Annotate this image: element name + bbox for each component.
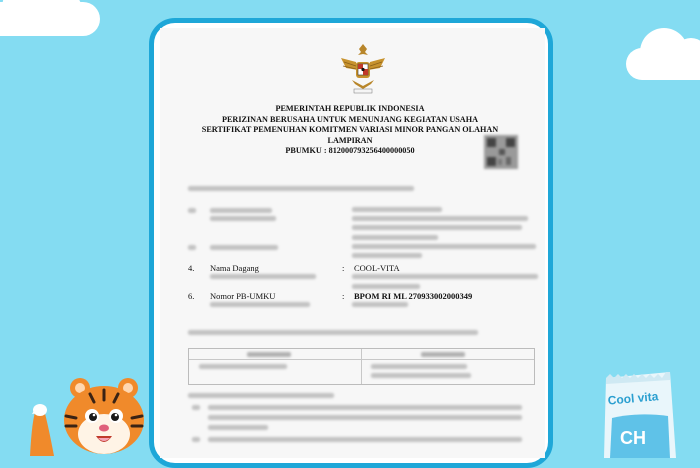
tiger-mascot-icon [28, 376, 152, 456]
field-4-value: COOL-VITA [354, 263, 400, 273]
svg-text:CH: CH [620, 428, 646, 448]
header-line-4: LAMPIRAN [327, 135, 373, 145]
blurred-text-line [208, 425, 268, 430]
blurred-text-line [188, 245, 196, 250]
blurred-text-line [188, 186, 414, 191]
blurred-text-line [352, 235, 438, 240]
blurred-text-line [352, 225, 522, 230]
blurred-text-line [210, 216, 276, 221]
field-6-label: Nomor PB-UMKU [210, 291, 276, 301]
cool-vita-product-icon [598, 368, 678, 458]
blurred-text-line [210, 208, 272, 213]
field-4-label: Nama Dagang [210, 263, 259, 273]
blurred-text-line [208, 405, 522, 410]
blurred-text-line [352, 244, 536, 249]
blurred-text-line [188, 393, 334, 398]
blurred-text-line [352, 284, 420, 289]
header-line-5: PBUMKU : 812000793256400000050 [285, 146, 415, 155]
blurred-text-line [210, 274, 316, 279]
field-4-separator: : [342, 263, 345, 273]
certificate-header [180, 104, 520, 157]
blurred-text-line [192, 405, 200, 410]
qr-code-icon [484, 135, 518, 169]
blurred-text-line [352, 302, 408, 307]
blurred-text-line [210, 245, 278, 250]
field-6-value: BPOM RI ML 270933002000349 [354, 291, 473, 301]
field-4-number: 4. [188, 263, 195, 273]
cloud-right-icon [626, 48, 700, 80]
field-6-separator: : [342, 291, 345, 301]
garuda-emblem-icon [338, 40, 388, 96]
blurred-text-line [188, 330, 478, 335]
header-line-1: PEMERINTAH REPUBLIK INDONESIA [275, 104, 425, 113]
product-brand-text: Cool vita [607, 389, 659, 408]
blurred-text-line [210, 302, 310, 307]
blurred-text-line [352, 216, 528, 221]
blurred-text-line [192, 437, 200, 442]
blurred-text-line [188, 208, 196, 213]
blurred-text-line [352, 207, 442, 212]
blurred-text-line [352, 253, 422, 258]
blurred-text-line [208, 437, 522, 442]
cloud-left-icon [0, 2, 100, 36]
blurred-table [188, 348, 535, 385]
blurred-text-line [352, 274, 538, 279]
header-line-3: SERTIFIKAT PEMENUHAN KOMITMEN VARIASI MINOR PANGAN OLAHAN [201, 125, 499, 134]
field-6-number: 6. [188, 291, 195, 301]
blurred-text-line [208, 415, 522, 420]
header-line-2: PERIZINAN BERUSAHA UNTUK MENUNJANG KEGIATAN USAHA [221, 114, 479, 124]
